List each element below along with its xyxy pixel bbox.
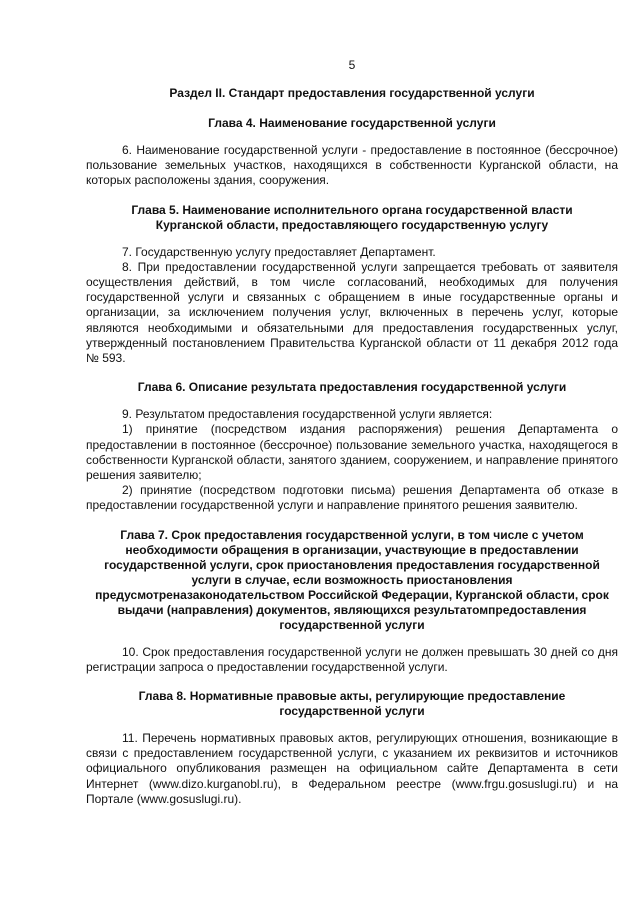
paragraph: 6. Наименование государственной услуги - предоставление в постоянное (бессрочное) пользование земельных участков, находящихся в собственности Курганской области, на которых расположены здания, сооружения. (86, 143, 618, 188)
chapter-title: Глава 7. Срок предоставления государственной услуги, в том числе с учетом необходимости обращения в организации, участвующие в предоставлении государственной услуги, срок приостановления предоставления государственной услуги в случае, если возможность приостановления предусмотреназаконодательством Российской Федерации, Курганской области, срок выдачи (направления) документов, являющихся результатомпредоставления государственной услуги (95, 527, 609, 632)
paragraph: 1) принятие (посредством издания распоряжения) решения Департамента о предоставлении в постоянное (бессрочное) пользование земельного участка, находящегося в собственности Курганской области, занятого зданием, сооружением, и направление принятого решения заявителю; (86, 422, 618, 483)
chapter-4 (86, 116, 618, 189)
paragraph: 8. При предоставлении государственной услуги запрещается требовать от заявителя осуществления действий, в том числе согласований, необходимых для получения государственной услуги и связанных с обращением в иные государственные органы и организации, за исключением получения услуг, включенных в перечень услуг, которые являются необходимыми и обязательными для предоставления государственных услуг, утвержденный постановлением Правительства Курганской области от 11 декабря 2012 года № 593. (86, 259, 618, 366)
paragraph: 10. Срок предоставления государственной услуги не должен превышать 30 дней со дня регистрации запроса о предоставлении государственной услуги. (86, 644, 618, 674)
chapter-7 (86, 528, 618, 675)
chapter-6 (86, 380, 618, 513)
section-title: Раздел II. Стандарт предоставления государственной услуги (169, 86, 535, 100)
chapter-8 (86, 689, 618, 807)
paragraph: 7. Государственную услугу предоставляет Департамент. (122, 244, 436, 259)
chapter-title: Глава 5. Наименование исполнительного органа государственной власти Курганской области, предоставляющего государственную услугу (131, 202, 573, 232)
paragraph: 2) принятие (посредством подготовки письма) решения Департамента об отказе в предоставлении государственной услуги и направление принятого решения заявителю. (86, 483, 618, 513)
paragraph: 9. Результатом предоставления государственной услуги является: (122, 407, 493, 422)
document-page (86, 58, 618, 807)
chapter-title: Глава 6. Описание результата предоставления государственной услуги (137, 380, 567, 395)
chapter-5 (86, 203, 618, 367)
paragraph: 11. Перечень нормативных правовых актов, регулирующих отношения, возникающие в связи с предоставлением государственной услуги, с указанием их реквизитов и источников официального опубликования размещен на официальном сайте Департамента в сети Интернет (www.dizo.kurganobl.ru), в Федеральном реестре (www.frgu.gosuslugi.ru) и на Портале (www.gosuslugi.ru). (86, 731, 618, 806)
chapter-title: Глава 8. Нормативные правовые акты, регулирующие предоставление государственной услуги (138, 689, 566, 719)
page-number: 5 (348, 58, 356, 72)
chapter-title: Глава 4. Наименование государственной услуги (208, 116, 496, 130)
